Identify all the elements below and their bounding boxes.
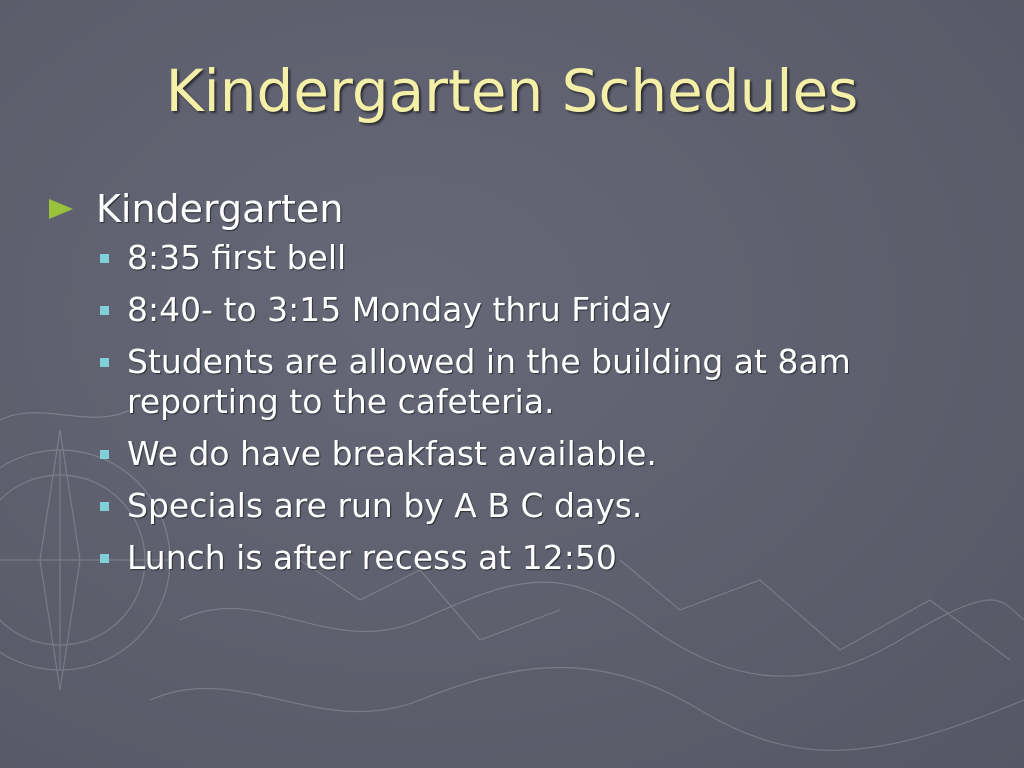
slide-title: Kindergarten Schedules	[165, 57, 859, 125]
square-bullet-icon	[98, 434, 127, 474]
list-item-text: Lunch is after recess at 12:50	[127, 538, 617, 577]
list-item	[98, 342, 928, 422]
list-item-text: 8:35 first bell	[127, 238, 347, 277]
square-bullet-icon	[98, 486, 127, 526]
square-bullet-icon	[98, 238, 127, 278]
list-item-text: 8:40- to 3:15 Monday thru Friday	[127, 290, 672, 329]
list-item	[98, 434, 928, 474]
bullet-heading: Kindergarten	[96, 187, 344, 231]
square-bullet-icon	[98, 342, 127, 382]
slide-body	[48, 186, 948, 590]
list-item	[98, 538, 928, 578]
list-item	[98, 238, 928, 278]
triangle-arrow-icon	[48, 186, 96, 232]
list-item-text: Specials are run by A B C days.	[127, 486, 643, 525]
list-item-text: We do have breakfast available.	[127, 434, 657, 473]
list-item-text: Students are allowed in the building at 8am reporting to the cafeteria.	[127, 342, 851, 421]
bullet-level1	[48, 186, 948, 232]
list-item	[98, 290, 928, 330]
sub-bullet-list	[48, 238, 948, 578]
square-bullet-icon	[98, 290, 127, 330]
square-bullet-icon	[98, 538, 127, 578]
list-item	[98, 486, 928, 526]
